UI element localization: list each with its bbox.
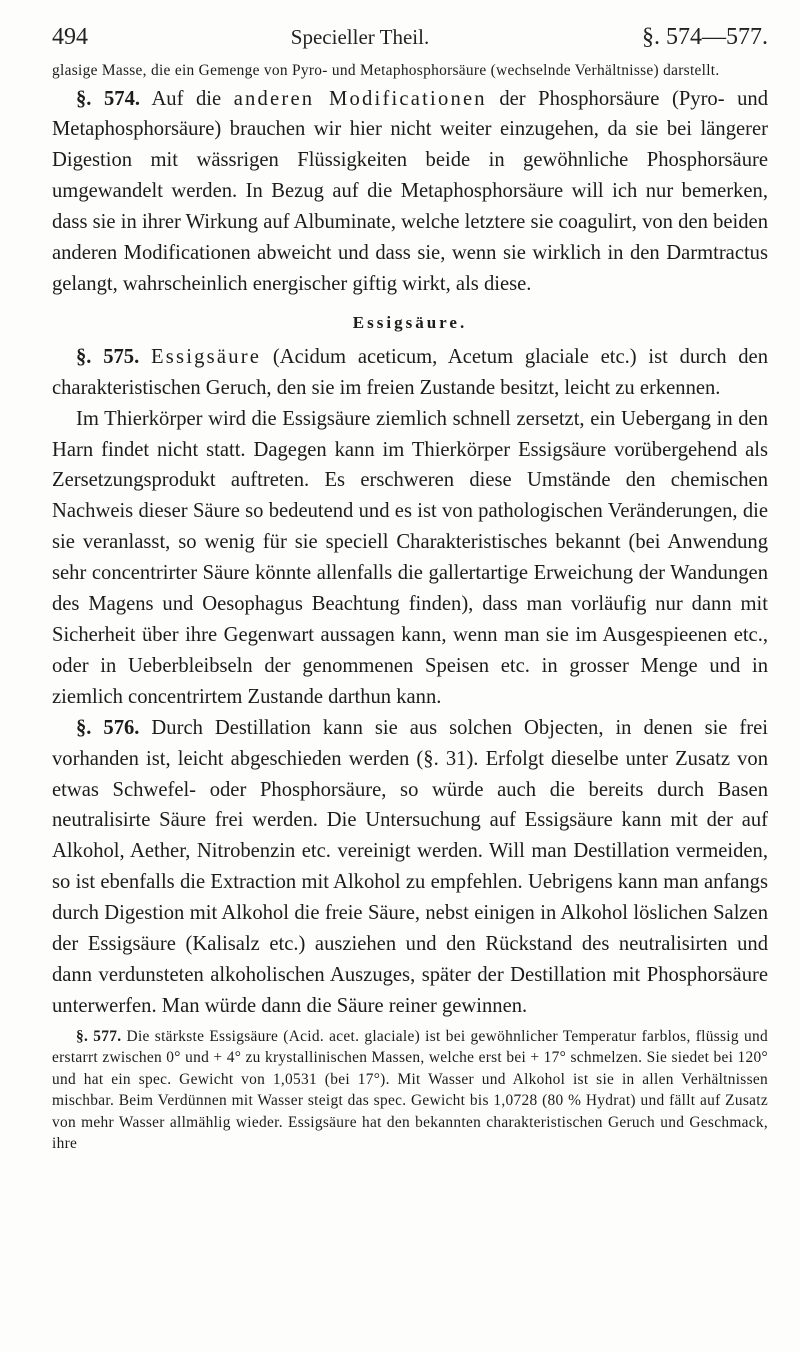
intro-paragraph: glasige Masse, die ein Gemenge von Pyro- und Metaphosphorsäure (wechselnde Verhältnisse) darstellt.	[52, 62, 720, 79]
section-number-574: §. 574.	[76, 87, 141, 110]
paragraph-575-emphasis: Essigsäure	[151, 345, 262, 368]
paragraph-574-text: der Phosphorsäure (Pyro- und Metaphosphorsäure) brauchen wir hier nicht weiter einzugehen, da sie bei längerer Digestion mit wässrigen Flüssigkeiten beide in gewöhnliche Phosphorsäure umgewandelt werden. In Bezug auf die Metaphosphorsäure will ich nur bemerken, dass sie in ihrer Wirkung auf Albuminate, welche letztere sie coagulirt, von den beiden anderen Modificationen abweicht und dass sie, wenn sie wirklich in den Darmtractus gelangt, wahrscheinlich energischer giftig wirkt, als diese.	[52, 87, 769, 295]
paragraph-576	[52, 713, 768, 1022]
section-number-575: §. 575.	[76, 345, 140, 368]
section-heading-essigsaeure: Essigsäure.	[352, 312, 468, 332]
paragraph-575-text: (Acidum aceticum, Acetum glaciale etc.) ist durch den charakteristischen Geruch, den sie im freien Zustande besitzt, leicht zu erkennen.	[52, 345, 768, 399]
section-range: §. 574—577.	[642, 24, 768, 50]
paragraph-574	[52, 84, 768, 300]
book-page	[52, 20, 768, 1155]
paragraph-575	[52, 342, 768, 404]
paragraph-577	[52, 1026, 768, 1155]
page-number: 494	[52, 24, 88, 50]
section-number-576: §. 576.	[76, 716, 140, 739]
paragraph-574-emphasis: anderen Modificationen	[233, 87, 487, 110]
section-number-577: §. 577.	[76, 1027, 122, 1045]
paragraph-575-continued: Im Thierkörper wird die Essigsäure ziemlich schnell zersetzt, ein Uebergang in den Harn findet nicht statt. Dagegen kann im Thierkörper Essigsäure vorübergehend als Zersetzungsprodukt auftreten. Es erschweren diese Umstände den chemischen Nachweis dieser Säure so bedeutend und es ist von pathologischen Veränderungen, die sie veranlasst, so wenig für sie speciell Charakteristisches bekannt (bei Anwendung sehr concentrirter Säure könnte allenfalls die gallertartige Erweichung der Wandungen des Magens und Oesophagus Beachtung finden), dass man vorläufig nur dann mit Sicherheit über ihre Gegenwart aussagen kann, wenn man sie im Ausgespieenen etc., oder in Ueberbleibseln der genommenen Speisen etc. in grosser Menge und in ziemlich concentrirtem Zustande darthun kann.	[52, 407, 768, 708]
paragraph-577-text: Die stärkste Essigsäure (Acid. acet. glaciale) ist bei gewöhnlicher Temperatur farblos, flüssig und erstarrt zwischen 0° und + 4° zu krystallinischen Massen, welche erst bei + 17° schmelzen. Sie siedet bei 120° und hat ein spec. Gewicht von 1,0531 (bei 17°). Mit Wasser und Alkohol ist sie in allen Verhältnissen mischbar. Beim Verdünnen mit Wasser steigt das spec. Gewicht bis 1,0728 (80 % Hydrat) und fällt auf Zusatz von mehr Wasser allmählig wieder. Essigsäure hat den bekannten charakteristischen Geruch und Geschmack, ihre	[52, 1027, 768, 1153]
paragraph-574-lead: Auf die	[151, 87, 222, 110]
running-title: Specieller Theil.	[290, 25, 430, 49]
paragraph-576-text: Durch Destillation kann sie aus solchen Objecten, in denen sie frei vorhanden ist, leicht abgeschieden werden (§. 31). Erfolgt dieselbe unter Zusatz von etwas Schwefel- oder Phosphorsäure, so würde auch die bereits durch Basen neutralisirte Säure frei werden. Die Untersuchung auf Essigsäure kann mit der auf Alkohol, Aether, Nitrobenzin etc. vereinigt werden. Will man Destillation vermeiden, so ist ebenfalls die Extraction mit Alkohol zu empfehlen. Uebrigens kann man anfangs durch Digestion mit Alkohol die freie Säure, nebst einigen in Alkohol löslichen Salzen der Essigsäure (Kalisalz etc.) ausziehen und den Rückstand des neutralisirten und dann verdunsteten alkoholischen Auszuges, später der Destillation mit Phosphorsäure unterwerfen. Man würde dann die Säure reiner gewinnen.	[52, 716, 768, 1017]
running-head	[52, 20, 768, 60]
